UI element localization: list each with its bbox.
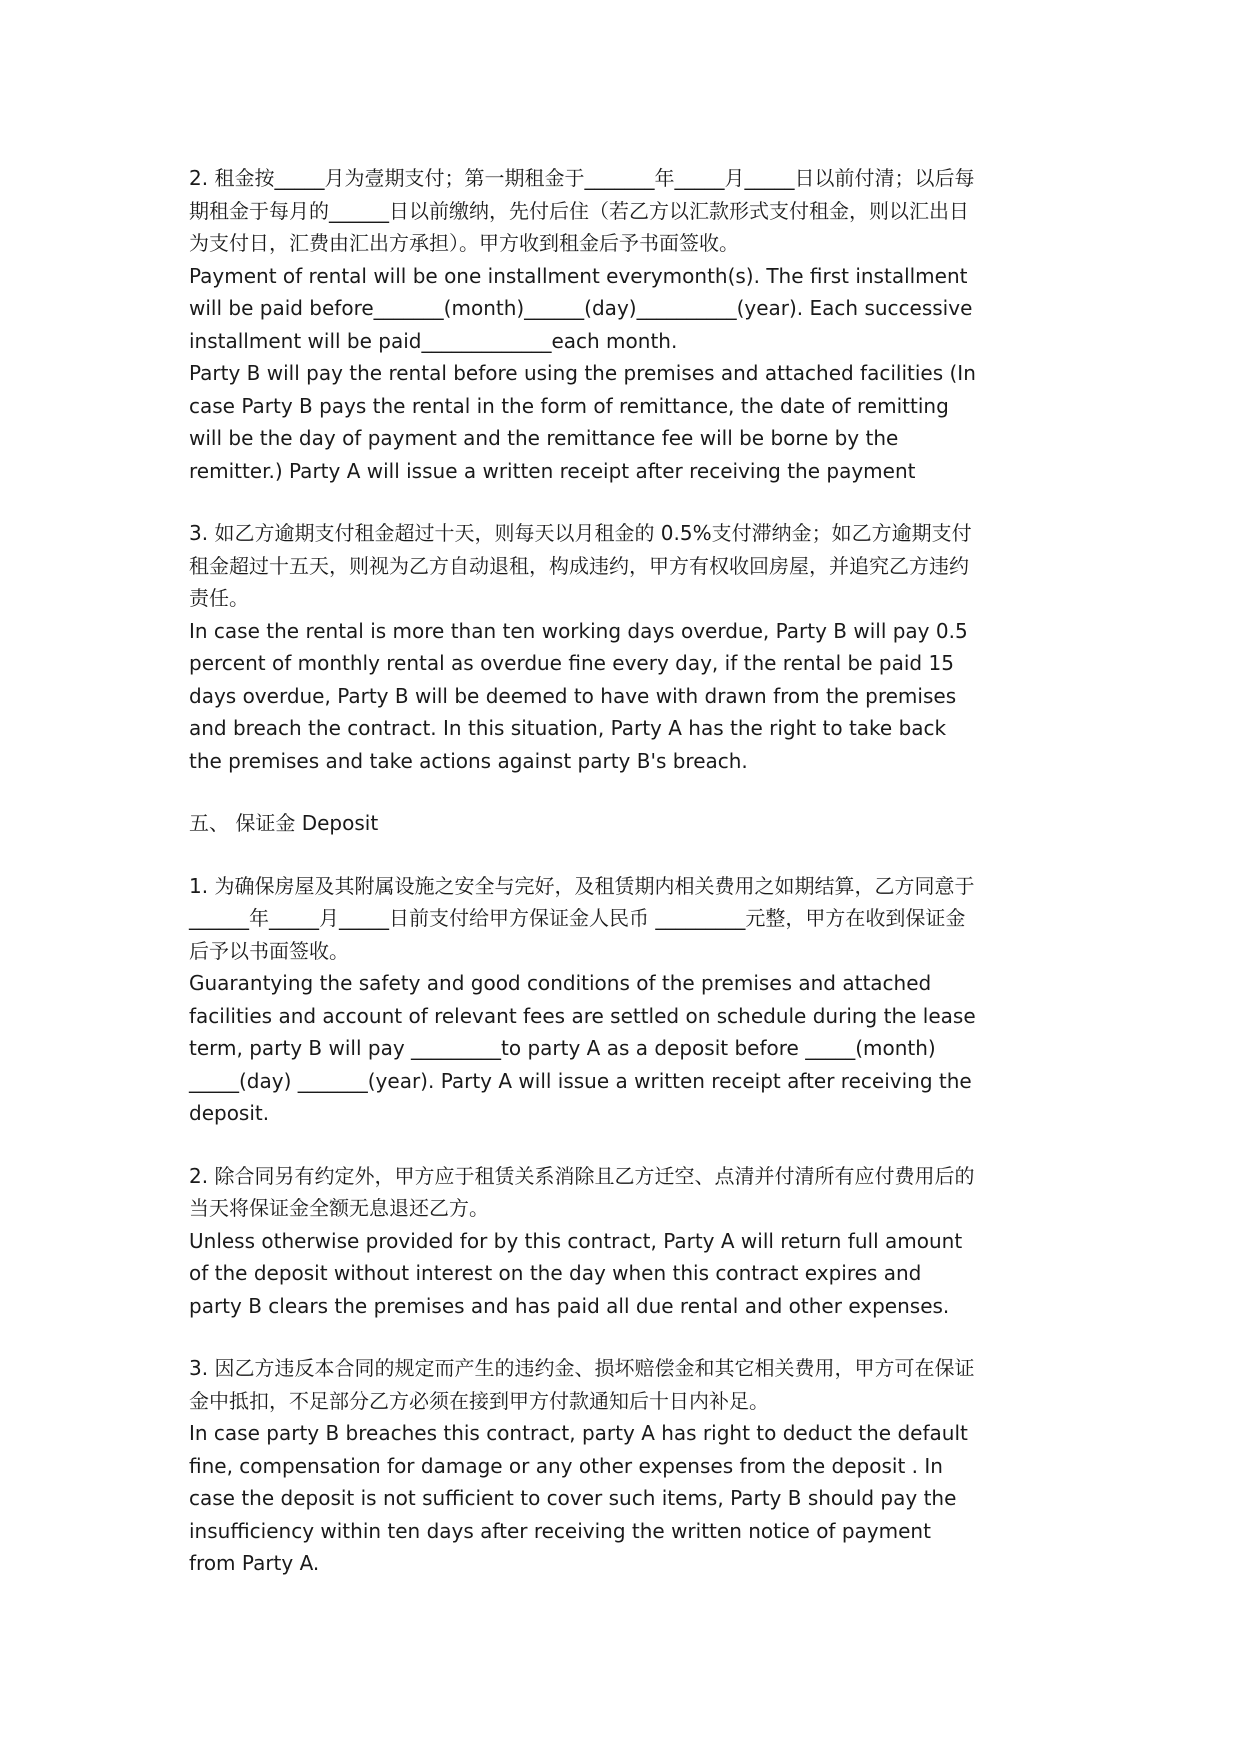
clause-text-en: insufficiency within ten days after receiving the written notice of payment xyxy=(189,1518,931,1543)
clause-text-zh: 2. 租金按_____月为壹期支付；第一期租金于_______年_____月_____日以前付清；以后每 xyxy=(189,166,975,190)
clause-text-zh: 1. 为确保房屋及其附属设施之安全与完好，及租赁期内相关费用之如期结算，乙方同意于 xyxy=(189,873,975,898)
clause-text-en: term, party B will pay _________to party A as a deposit before _____(month) xyxy=(189,1036,936,1060)
paragraph-spacer xyxy=(189,777,1069,807)
clause-text-zh: 2. 除合同另有约定外，甲方应于租赁关系消除且乙方迁空、点清并付清所有应付费用后的 xyxy=(189,1163,975,1188)
clause-text-en: In case party B breaches this contract, party A has right to deduct the default xyxy=(189,1421,968,1445)
clause-text-zh: 为支付日，汇费由汇出方承担）。甲方收到租金后予书面签收。 xyxy=(189,231,739,255)
deposit-payment-clause xyxy=(189,870,1069,1130)
clause-text-en: _____(day) _______(year). Party A will issue a written receipt after receiving the xyxy=(189,1068,972,1093)
clause-text-en: days overdue, Party B will be deemed to have with drawn from the premises xyxy=(189,683,957,708)
paragraph-spacer xyxy=(189,1322,1069,1352)
clause-text-en: facilities and account of relevant fees are settled on schedule during the lease xyxy=(189,1003,976,1028)
section-heading-deposit: 五、 保证金 Deposit xyxy=(189,811,379,835)
rent-payment-clause xyxy=(189,162,1069,487)
clause-text-zh: 当天将保证金全额无息退还乙方。 xyxy=(189,1196,489,1220)
clause-text-zh: 3. 如乙方逾期支付租金超过十天，则每天以月租金的 0.5%支付滞纳金；如乙方逾期支付 xyxy=(189,521,972,545)
clause-text-en: will be paid before_______(month)______(day)__________(year). Each successive xyxy=(189,296,973,320)
document-page xyxy=(189,162,1069,1580)
clause-text-en: Party B will pay the rental before using the premises and attached facilities (In xyxy=(189,361,976,385)
clause-text-en: the premises and take actions against party B's breach. xyxy=(189,748,748,773)
clause-text-en: case the deposit is not sufficient to cover such items, Party B should pay the xyxy=(189,1486,957,1510)
clause-text-zh: 3. 因乙方违反本合同的规定而产生的违约金、损坏赔偿金和其它相关费用，甲方可在保证 xyxy=(189,1356,975,1380)
clause-text-en: installment will be paid_____________each month. xyxy=(189,328,678,353)
clause-text-en: Unless otherwise provided for by this contract, Party A will return full amount xyxy=(189,1228,963,1253)
paragraph-spacer xyxy=(189,840,1069,870)
paragraph-spacer xyxy=(189,487,1069,517)
clause-text-zh: 租金超过十五天，则视为乙方自动退租，构成违约，甲方有权收回房屋，并追究乙方违约 xyxy=(189,553,969,578)
overdue-payment-clause xyxy=(189,517,1069,777)
clause-text-zh: 金中抵扣，不足部分乙方必须在接到甲方付款通知后十日内补足。 xyxy=(189,1388,769,1413)
clause-text-en: and breach the contract. In this situation, Party A has the right to take back xyxy=(189,716,947,740)
clause-text-en: In case the rental is more than ten working days overdue, Party B will pay 0.5 xyxy=(189,618,968,643)
clause-text-zh: 期租金于每月的______日以前缴纳，先付后住（若乙方以汇款形式支付租金，则以汇出日 xyxy=(189,198,969,223)
clause-text-en: percent of monthly rental as overdue fine every day, if the rental be paid 15 xyxy=(189,651,954,675)
clause-text-en: of the deposit without interest on the day when this contract expires and xyxy=(189,1261,922,1285)
deposit-deduction-clause xyxy=(189,1352,1069,1580)
clause-text-en: remitter.) Party A will issue a written receipt after receiving the payment xyxy=(189,458,916,483)
deposit-refund-clause xyxy=(189,1160,1069,1323)
clause-text-zh: 后予以书面签收。 xyxy=(189,938,349,963)
clause-text-en: party B clears the premises and has paid all due rental and other expenses. xyxy=(189,1293,950,1318)
clause-text-en: Guarantying the safety and good conditions of the premises and attached xyxy=(189,971,932,995)
clause-text-en: will be the day of payment and the remittance fee will be borne by the xyxy=(189,426,899,450)
clause-text-zh: 责任。 xyxy=(189,586,249,610)
paragraph-spacer xyxy=(189,1130,1069,1160)
clause-text-en: from Party A. xyxy=(189,1551,320,1575)
clause-text-en: case Party B pays the rental in the form of remittance, the date of remitting xyxy=(189,393,949,418)
clause-text-zh: ______年_____月_____日前支付给甲方保证金人民币 _________元整，甲方在收到保证金 xyxy=(189,906,966,930)
clause-text-en: fine, compensation for damage or any other expenses from the deposit . In xyxy=(189,1453,943,1478)
clause-text-en: Payment of rental will be one installment everymonth(s). The first installment xyxy=(189,263,968,288)
clause-text-en: deposit. xyxy=(189,1101,270,1125)
